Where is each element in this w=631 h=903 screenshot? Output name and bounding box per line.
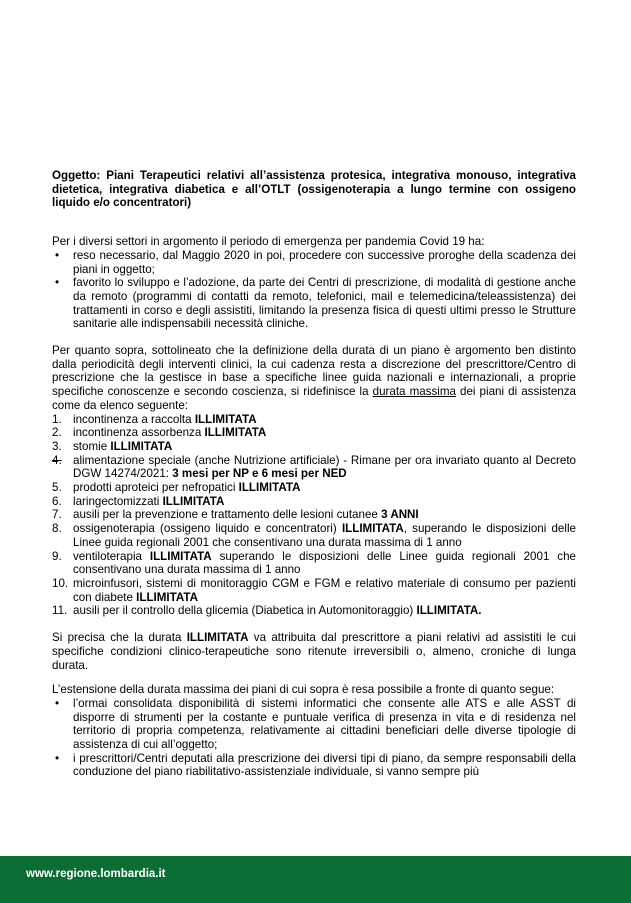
bullet-text: i prescrittori/Centri deputati alla prescrizione dei diversi tipi di piano, da sempre responsabili della conduzione del piano riabilitativo-assistenziale individuale, si vanno sempre più [73, 751, 576, 779]
list-item [52, 508, 576, 522]
item-text: stomie [73, 439, 111, 453]
item-tail: , superando le disposizioni delle Linee guida regionali 2001 che consentivano una durata massima di 1 anno [73, 522, 576, 549]
item-duration: ILLIMITATA. [416, 604, 482, 618]
paragraph-text: va attribuita dal prescrittore a piani relativi ad assistiti le cui specifiche condizioni clinico-terapeutiche sono ritenute irreversibili o, almeno, croniche di lunga durata. [52, 631, 576, 672]
list-number: 8. [52, 522, 62, 536]
list-item [52, 522, 576, 549]
item-text: alimentazione speciale (anche Nutrizione artificiale) - Rimane per ora invariato quanto al Decreto DGW 14274/2021: [73, 453, 576, 481]
list-number: 2. [52, 426, 62, 440]
list-item [52, 550, 576, 577]
extension-bullet-list [52, 697, 576, 779]
footer-bar [0, 856, 631, 903]
list-number: 6. [52, 494, 62, 508]
bullet-icon: • [55, 751, 60, 765]
list-number: 7. [52, 508, 62, 522]
list-item [52, 440, 576, 454]
list-number: 1. [52, 412, 62, 426]
list-item [52, 481, 576, 495]
item-text: ausili per la prevenzione e trattamento delle lesioni cutanee [73, 508, 382, 522]
bullet-text: reso necessario, dal Maggio 2020 in poi, procedere con successive proroghe della scadenza dei piani in oggetto; [73, 248, 576, 276]
item-duration: ILLIMITATA [341, 522, 404, 536]
item-duration: ILLIMITATA [238, 481, 301, 495]
list-number: 5. [52, 481, 62, 495]
list-item [52, 276, 576, 331]
item-duration: ILLIMITATA [204, 426, 267, 440]
list-item [52, 697, 576, 752]
bold-text: ILLIMITATA [186, 631, 249, 645]
list-item [52, 604, 576, 618]
intro-bullet-list [52, 249, 576, 331]
list-number: 11. [52, 604, 68, 618]
paragraph-text: Per quanto sopra, sottolineato che la definizione della durata di un piano è argomento ben distinto dalla periodicità degli interventi clinici, la cui cadenza resta a discrezione del prescrittore/Centro di prescrizione che la gestisce in base a specifiche linee guida nazionali e internazionali, a proprie specifiche conoscenze e secondo coscienza, si ridefinisce la [52, 344, 576, 399]
list-item [52, 495, 576, 509]
item-text: incontinenza assorbenza [73, 426, 205, 440]
list-item [52, 454, 576, 481]
list-number: 10. [52, 576, 69, 590]
unlimited-paragraph [52, 631, 576, 672]
list-number: 4. [52, 453, 62, 467]
list-item [52, 426, 576, 440]
list-number: 9. [52, 549, 62, 563]
list-item [52, 413, 576, 427]
footer-website-link[interactable]: www.regione.lombardia.it [26, 868, 166, 880]
item-text: incontinenza a raccolta [73, 412, 195, 426]
item-duration: ILLIMITATA [136, 590, 198, 604]
item-duration: ILLIMITATA [149, 549, 212, 563]
item-duration: ILLIMITATA [162, 494, 225, 508]
bullet-text: l’ormai consolidata disponibilità di sistemi informatici che consente alle ATS e alle ASST di disporre di strumenti per la costante e puntuale verifica di presenza in vita e di residenza nel territorio di propria competenza, relativamente ai cittadini beneficiari delle diverse tipologie di assistenza di cui all’oggetto; [73, 696, 576, 752]
item-duration: 3 mesi per NP e 6 mesi per NED [172, 467, 347, 481]
list-item [52, 577, 576, 604]
item-text: laringectomizzati [73, 494, 163, 508]
document-body [52, 169, 576, 779]
underlined-text: durata massima [372, 385, 456, 399]
item-duration: 3 ANNI [381, 508, 419, 522]
duration-list [52, 413, 576, 619]
item-text: ossigenoterapia (ossigeno liquido e concentratori) [73, 522, 342, 536]
bullet-icon: • [55, 696, 60, 710]
item-text: microinfusori, sistemi di monitoraggio CGM e FGM e relativo materiale di consumo per pazienti con diabete [73, 576, 576, 604]
item-text: prodotti aproteici per nefropatici [73, 481, 239, 495]
extension-paragraph: L’estensione della durata massima dei piani di cui sopra è resa possibile a fronte di quanto segue: [52, 683, 555, 697]
bullet-icon: • [55, 248, 60, 262]
paragraph-text: Si precisa che la durata [52, 631, 187, 645]
item-text: ausili per il controllo della glicemia (Diabetica in Automonitoraggio) [73, 604, 417, 618]
list-number: 3. [52, 439, 62, 453]
subject-line: Oggetto: Piani Terapeutici relativi all’assistenza protesica, integrativa monouso, integrativa dietetica, integrativa diabetica e all’OTLT (ossigenoterapia a lungo termine con ossigeno liquido e/o concentratori) [52, 169, 576, 210]
paragraph-text: dei piani di assistenza come da elenco seguente: [52, 385, 576, 412]
list-item [52, 249, 576, 276]
bullet-icon: • [55, 276, 60, 290]
item-text: ventiloterapia [73, 549, 150, 563]
item-tail: superando le disposizioni delle Linee guida regionali 2001 che consentivano una durata massima di 1 anno [73, 549, 576, 577]
intro-paragraph: Per i diversi settori in argomento il periodo di emergenza per pandemia Covid 19 ha: [52, 235, 485, 249]
item-duration: ILLIMITATA [194, 412, 257, 426]
bullet-text: favorito lo sviluppo e l’adozione, da parte dei Centri di prescrizione, di modalità di gestione anche da remoto (programmi di contatti da remoto, telefonici, mail e telemedicina/teleassistenza) dei trattamenti in corso e degli assistiti, limitando la presenza fisica di questi ultimi presso le Strutture sanitarie alle indispensabili necessità cliniche. [73, 276, 576, 331]
duration-paragraph [52, 344, 576, 413]
item-duration: ILLIMITATA [110, 439, 173, 453]
list-item [52, 752, 576, 779]
